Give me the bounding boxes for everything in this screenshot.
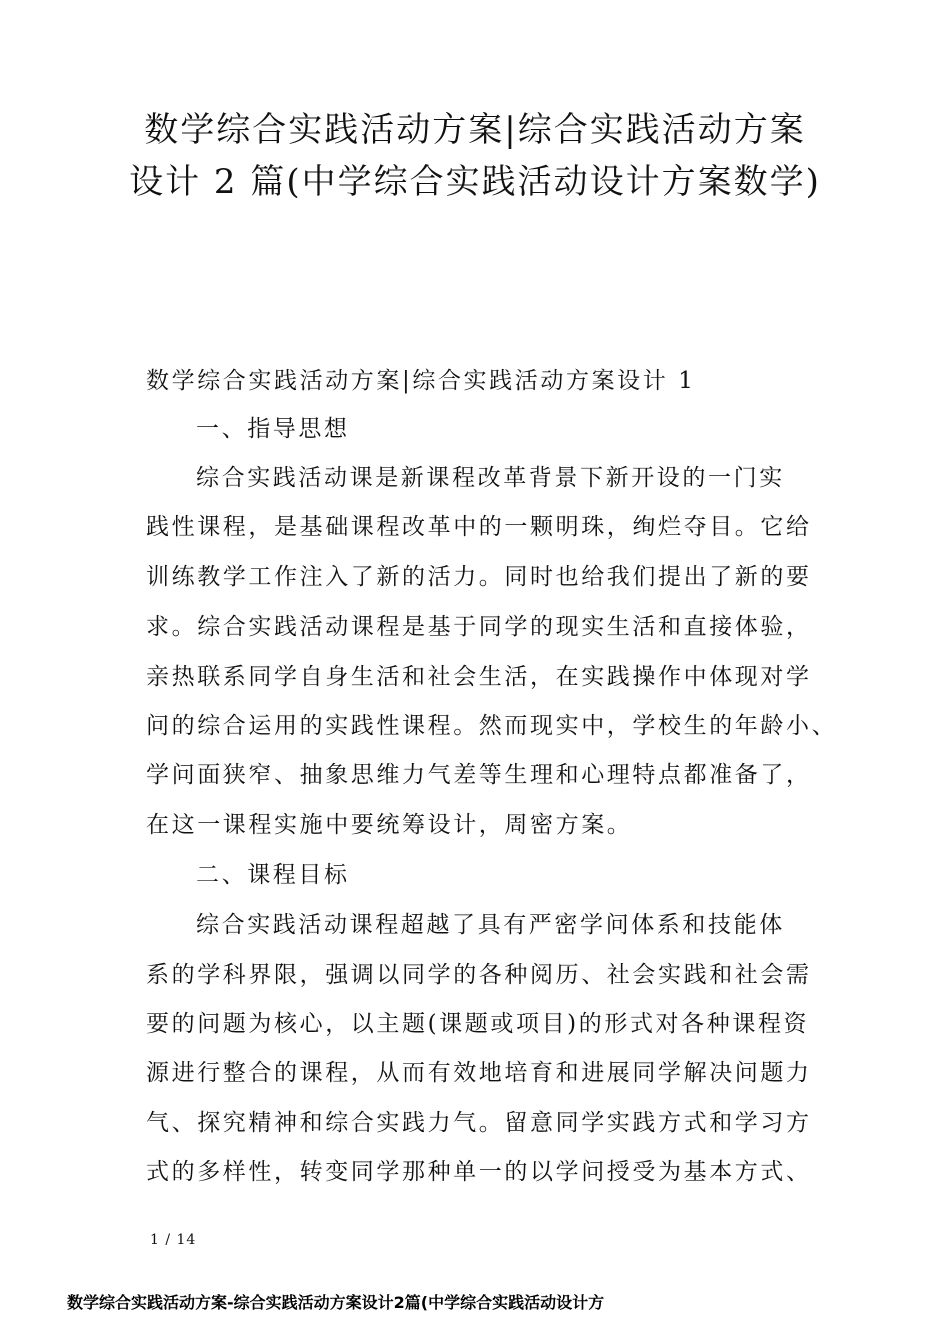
- paragraph-line: 要的问题为核心，以主题(课题或项目)的形式对各种课程资: [146, 1011, 810, 1037]
- subheading-course-objectives: 二、课程目标: [196, 862, 350, 888]
- footer-bar: [0, 1284, 950, 1314]
- page-number: 1 / 14: [150, 1232, 197, 1248]
- paragraph-line: 综合实践活动课是新课程改革背景下新开设的一门实: [196, 465, 785, 491]
- section-heading: 数学综合实践活动方案|综合实践活动方案设计 1: [146, 368, 696, 394]
- document-title-line-2: 设计 2 篇(中学综合实践活动设计方案数学): [129, 162, 821, 202]
- paragraph-line: 问的综合运用的实践性课程。然而现实中，学校生的年龄小、: [146, 713, 838, 739]
- paragraph-line: 践性课程，是基础课程改革中的一颗明珠，绚烂夺目。它给: [146, 514, 812, 540]
- paragraph-line: 系的学科界限，强调以同学的各种阅历、社会实践和社会需: [146, 962, 812, 988]
- paragraph-line: 亲热联系同学自身生活和社会生活，在实践操作中体现对学: [146, 664, 812, 690]
- paragraph-line: 求。综合实践活动课程是基于同学的现实生活和直接体验，: [146, 614, 812, 640]
- paragraph-line: 式的多样性，转变同学那种单一的以学问授受为基本方式、: [146, 1159, 812, 1185]
- paragraph-line: 气、探究精神和综合实践力气。留意同学实践方式和学习方: [146, 1110, 812, 1136]
- paragraph-line: 学问面狭窄、抽象思维力气差等生理和心理特点都准备了，: [146, 762, 812, 788]
- document-title-line-1: 数学综合实践活动方案|综合实践活动方案: [144, 110, 806, 150]
- paragraph-line: 源进行整合的课程，从而有效地培育和进展同学解决问题力: [146, 1060, 812, 1086]
- subheading-guiding-ideology: 一、指导思想: [196, 416, 350, 442]
- footer-title: 数学综合实践活动方案-综合实践活动方案设计2篇(中学综合实践活动设计方: [67, 1293, 605, 1312]
- paragraph-line: 在这一课程实施中要统筹设计，周密方案。: [146, 812, 633, 838]
- paragraph-line: 训练教学工作注入了新的活力。同时也给我们提出了新的要: [146, 564, 812, 590]
- paragraph-line: 综合实践活动课程超越了具有严密学问体系和技能体: [196, 912, 785, 938]
